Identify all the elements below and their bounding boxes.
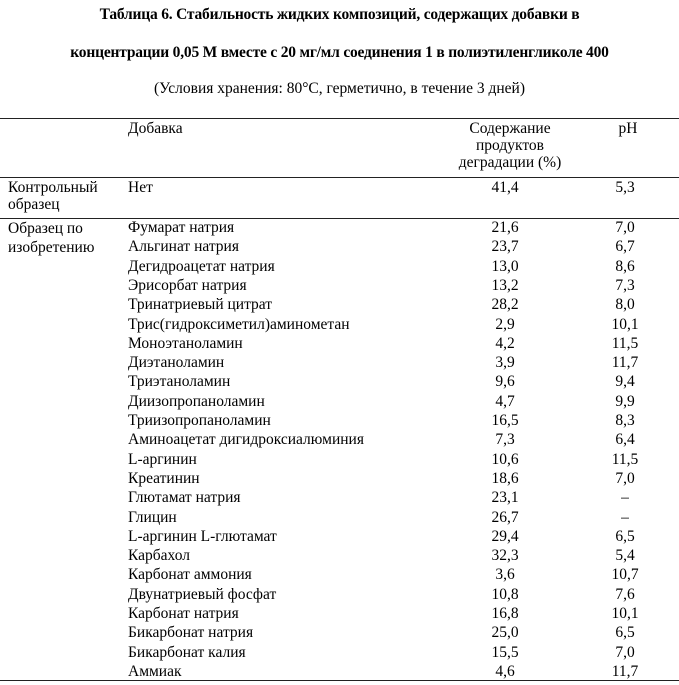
- additive-name: Фумарат натрия: [128, 219, 234, 236]
- storage-conditions: (Условия хранения: 80°С, герметично, в течение 3 дней): [0, 80, 679, 98]
- degradation-content: 23,7: [445, 238, 565, 255]
- invention-group-label: [8, 220, 94, 256]
- degradation-content: 15,5: [445, 644, 565, 661]
- degradation-content: 16,5: [445, 412, 565, 429]
- ph-value: 9,9: [590, 393, 660, 410]
- ph-value: –: [590, 489, 660, 506]
- additive-name: Креатинин: [128, 470, 200, 487]
- table-title-line-1: Таблица 6. Стабильность жидких композиций, содержащих добавки в: [0, 6, 679, 24]
- control-group-line-2: образец: [8, 196, 98, 213]
- table-top-rule: [0, 118, 679, 119]
- degradation-content: 4,6: [445, 663, 565, 680]
- ph-value: 11,7: [590, 354, 660, 371]
- degradation-content: 2,9: [445, 316, 565, 333]
- ph-value: 11,5: [590, 451, 660, 468]
- degradation-content: 9,6: [445, 373, 565, 390]
- additive-name: Аммиак: [128, 663, 182, 680]
- ph-value: 6,4: [590, 431, 660, 448]
- additive-name: Эрисорбат натрия: [128, 277, 247, 294]
- ph-value: 6,5: [590, 528, 660, 545]
- additive-name: Моноэтаноламин: [128, 335, 243, 352]
- additive-name: Бикарбонат калия: [128, 644, 246, 661]
- ph-value: 5,4: [590, 547, 660, 564]
- invention-group-line-2: изобретению: [8, 239, 94, 256]
- invention-group-line-1: Образец по: [8, 220, 94, 237]
- header-ph: pH: [608, 120, 648, 137]
- additive-name: Альгинат натрия: [128, 238, 239, 255]
- degradation-content: 3,6: [445, 566, 565, 583]
- degradation-content: 7,3: [445, 431, 565, 448]
- additive-name: Глицин: [128, 509, 177, 526]
- additive-name: L-аргинин L-глютамат: [128, 528, 277, 545]
- degradation-content: 16,8: [445, 605, 565, 622]
- additive-name: L-аргинин: [128, 451, 197, 468]
- degradation-content: 4,7: [445, 393, 565, 410]
- additive-name: Аминоацетат дигидроксиалюминия: [128, 431, 364, 448]
- degradation-content: 29,4: [445, 528, 565, 545]
- additive-name: Дегидроацетат натрия: [128, 258, 275, 275]
- degradation-content: 4,2: [445, 335, 565, 352]
- ph-value: 7,0: [590, 219, 660, 236]
- header-content-line-2: продуктов: [440, 137, 580, 154]
- degradation-content: 26,7: [445, 509, 565, 526]
- degradation-content: 23,1: [445, 489, 565, 506]
- header-degradation-content: [440, 120, 580, 171]
- ph-value: 10,7: [590, 566, 660, 583]
- header-content-line-3: деградации (%): [440, 154, 580, 171]
- degradation-content: 10,6: [445, 451, 565, 468]
- ph-value: 6,5: [590, 624, 660, 641]
- additive-name: Двунатриевый фосфат: [128, 586, 276, 603]
- ph-value: 10,1: [590, 605, 660, 622]
- degradation-content: 10,8: [445, 586, 565, 603]
- additive-name: Диизопропаноламин: [128, 393, 265, 410]
- header-rule: [0, 177, 679, 178]
- additive-name: Диэтаноламин: [128, 354, 224, 371]
- control-ph: 5,3: [590, 179, 660, 196]
- ph-value: 7,0: [590, 470, 660, 487]
- additive-name: Трис(гидроксиметил)аминометан: [128, 316, 350, 333]
- ph-value: 8,0: [590, 296, 660, 313]
- degradation-content: 13,0: [445, 258, 565, 275]
- additive-name: Глютамат натрия: [128, 489, 241, 506]
- additive-name: Карбонат аммония: [128, 566, 252, 583]
- ph-value: 11,7: [590, 663, 660, 680]
- header-additive: Добавка: [128, 120, 183, 137]
- additive-name: Карбонат натрия: [128, 605, 239, 622]
- ph-value: 7,6: [590, 586, 660, 603]
- control-rule: [0, 218, 679, 219]
- degradation-content: 28,2: [445, 296, 565, 313]
- table-bottom-rule: [0, 680, 679, 681]
- additive-name: Триэтаноламин: [128, 373, 230, 390]
- ph-value: 6,7: [590, 238, 660, 255]
- degradation-content: 32,3: [445, 547, 565, 564]
- ph-value: 10,1: [590, 316, 660, 333]
- ph-value: 7,3: [590, 277, 660, 294]
- additive-name: Тринатриевый цитрат: [128, 296, 272, 313]
- degradation-content: 13,2: [445, 277, 565, 294]
- ph-value: 7,0: [590, 644, 660, 661]
- additive-name: Бикарбонат натрия: [128, 624, 253, 641]
- table-title-line-2: концентрации 0,05 М вместе с 20 мг/мл соединения 1 в полиэтиленгликоле 400: [0, 44, 679, 62]
- control-content: 41,4: [445, 179, 565, 196]
- control-additive: Нет: [128, 179, 153, 196]
- ph-value: 9,4: [590, 373, 660, 390]
- ph-value: –: [590, 509, 660, 526]
- ph-value: 8,6: [590, 258, 660, 275]
- degradation-content: 25,0: [445, 624, 565, 641]
- ph-value: 8,3: [590, 412, 660, 429]
- degradation-content: 18,6: [445, 470, 565, 487]
- additive-name: Карбахол: [128, 547, 190, 564]
- ph-value: 11,5: [590, 335, 660, 352]
- degradation-content: 21,6: [445, 219, 565, 236]
- header-content-line-1: Содержание: [440, 120, 580, 137]
- additive-name: Триизопропаноламин: [128, 412, 271, 429]
- degradation-content: 3,9: [445, 354, 565, 371]
- control-group-line-1: Контрольный: [8, 179, 98, 196]
- control-group-label: [8, 179, 98, 213]
